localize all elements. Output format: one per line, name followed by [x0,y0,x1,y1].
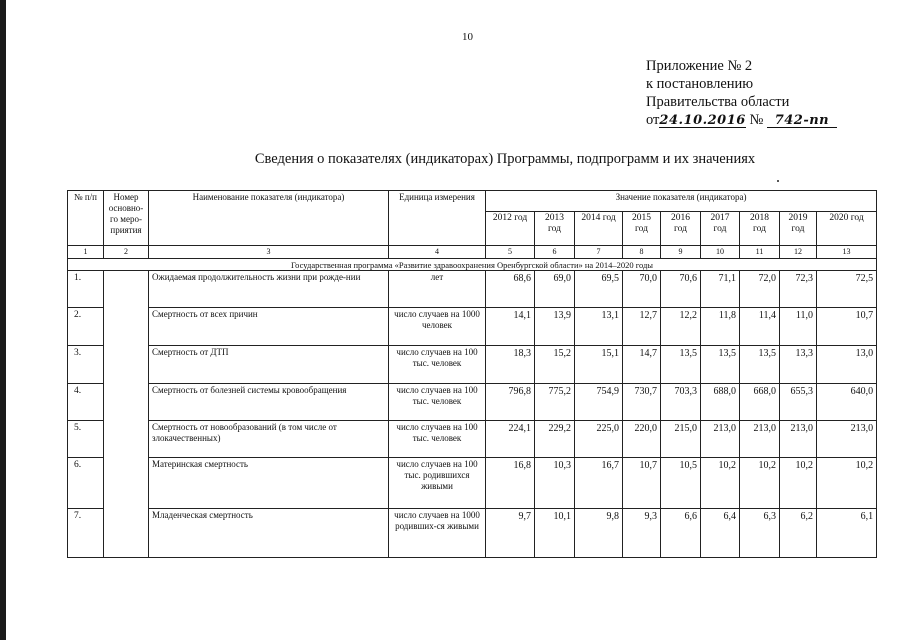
indicator-name: Младенческая смертность [149,509,389,558]
column-number: 1 [68,246,104,259]
column-numbers-row [68,246,877,259]
indicator-value: 14,7 [623,346,661,384]
indicator-value: 10,7 [817,308,877,346]
indicator-value: 213,0 [740,421,780,458]
indicator-value: 640,0 [817,384,877,421]
indicator-value: 796,8 [486,384,535,421]
indicator-value: 68,6 [486,271,535,308]
indicator-unit: число случаев на 100 тыс. родившихся живыми [389,458,486,509]
indicator-value: 13,5 [701,346,740,384]
indicator-value: 13,5 [740,346,780,384]
indicator-value: 10,3 [535,458,575,509]
document-title: Сведения о показателях (индикаторах) Программы, подпрограмм и их значениях [254,151,756,167]
indicator-unit: число случаев на 100 тыс. человек [389,384,486,421]
indicator-name: Смертность от ДТП [149,346,389,384]
indicator-value: 14,1 [486,308,535,346]
header-unit: Единица измерения [389,191,486,246]
column-number: 11 [740,246,780,259]
column-number: 3 [149,246,389,259]
indicator-value: 10,2 [817,458,877,509]
year-header: 2020 год [817,212,877,246]
program-title: Государственная программа «Развитие здравоохранения Оренбургской области» на 2014–2020 годы [68,259,877,271]
indicator-value: 10,7 [623,458,661,509]
header-row-1 [68,191,877,212]
indicator-value: 730,7 [623,384,661,421]
indicator-value: 13,5 [661,346,701,384]
indicator-value: 703,3 [661,384,701,421]
row-number: 1. [68,271,104,308]
indicator-value: 18,3 [486,346,535,384]
row-number: 6. [68,458,104,509]
indicator-value: 11,4 [740,308,780,346]
indicator-value: 13,9 [535,308,575,346]
table-body [68,191,877,558]
indicator-value: 224,1 [486,421,535,458]
indicator-value: 12,2 [661,308,701,346]
row-number: 7. [68,509,104,558]
date-prefix: от [646,112,660,128]
header-indicator-name: Наименование показателя (индикатора) [149,191,389,246]
table-row [68,308,877,346]
indicator-value: 72,5 [817,271,877,308]
indicator-value: 11,0 [780,308,817,346]
indicator-value: 16,7 [575,458,623,509]
indicator-name: Ожидаемая продолжительность жизни при рожде-нии [149,271,389,308]
column-number: 5 [486,246,535,259]
indicator-name: Смертность от новообразований (в том числе от злокачественных) [149,421,389,458]
row-number: 5. [68,421,104,458]
indicator-unit: лет [389,271,486,308]
year-header: 2016 год [661,212,701,246]
indicator-value: 72,3 [780,271,817,308]
row-number: 2. [68,308,104,346]
header-measure-number: Номер основно-го меро-приятия [104,191,149,246]
indicator-name: Смертность от всех причин [149,308,389,346]
indicator-value: 220,0 [623,421,661,458]
column-number: 9 [661,246,701,259]
year-header: 2012 год [486,212,535,246]
indicator-value: 13,0 [817,346,877,384]
indicator-name: Материнская смертность [149,458,389,509]
decree-date: 24.10.2016 [659,113,746,128]
program-title-row [68,259,877,271]
column-number: 7 [575,246,623,259]
indicator-unit: число случаев на 1000 человек [389,308,486,346]
indicator-value: 213,0 [701,421,740,458]
column-number: 2 [104,246,149,259]
indicator-value: 10,5 [661,458,701,509]
indicator-value: 6,3 [740,509,780,558]
table-row [68,458,877,509]
indicator-name: Смертность от болезней системы кровообращения [149,384,389,421]
indicator-value: 6,1 [817,509,877,558]
indicator-value: 72,0 [740,271,780,308]
indicator-value: 10,1 [535,509,575,558]
column-number: 10 [701,246,740,259]
column-number: 12 [780,246,817,259]
indicator-value: 775,2 [535,384,575,421]
indicator-value: 10,2 [740,458,780,509]
decree-number: 742-пп [767,114,837,128]
indicator-value: 69,0 [535,271,575,308]
indicator-value: 12,7 [623,308,661,346]
year-header: 2019 год [780,212,817,246]
table-row [68,421,877,458]
indicator-value: 16,8 [486,458,535,509]
scan-dot [777,180,779,182]
row-number: 3. [68,346,104,384]
indicator-value: 15,1 [575,346,623,384]
indicator-unit: число случаев на 1000 родивших-ся живыми [389,509,486,558]
indicator-value: 13,3 [780,346,817,384]
indicator-value: 9,3 [623,509,661,558]
table-row [68,384,877,421]
scan-left-edge [0,0,6,640]
table-row [68,509,877,558]
header-values: Значение показателя (индикатора) [486,191,877,212]
measure-number-cell [104,271,149,558]
indicator-value: 13,1 [575,308,623,346]
indicator-value: 6,2 [780,509,817,558]
year-header: 2015 год [623,212,661,246]
row-number: 4. [68,384,104,421]
indicator-value: 225,0 [575,421,623,458]
indicator-value: 229,2 [535,421,575,458]
indicator-unit: число случаев на 100 тыс. человек [389,421,486,458]
indicator-value: 213,0 [817,421,877,458]
indicator-value: 71,1 [701,271,740,308]
indicator-value: 754,9 [575,384,623,421]
column-number: 8 [623,246,661,259]
indicator-value: 9,8 [575,509,623,558]
indicator-value: 668,0 [740,384,780,421]
indicator-value: 215,0 [661,421,701,458]
number-prefix: № [749,112,764,128]
indicator-value: 11,8 [701,308,740,346]
appendix-line-2: к постановлению [646,76,754,92]
table-row [68,346,877,384]
indicator-value: 70,0 [623,271,661,308]
year-header: 2014 год [575,212,623,246]
indicator-value: 6,4 [701,509,740,558]
year-header: 2013 год [535,212,575,246]
indicators-table [67,190,877,558]
indicator-unit: число случаев на 100 тыс. человек [389,346,486,384]
indicator-value: 70,6 [661,271,701,308]
appendix-line-3: Правительства области [646,94,790,110]
column-number: 13 [817,246,877,259]
header-num: № п/п [68,191,104,246]
indicator-value: 10,2 [701,458,740,509]
indicator-value: 10,2 [780,458,817,509]
appendix-block [646,57,837,129]
indicator-value: 688,0 [701,384,740,421]
column-number: 6 [535,246,575,259]
indicator-value: 69,5 [575,271,623,308]
year-header: 2017 год [701,212,740,246]
column-number: 4 [389,246,486,259]
indicator-value: 6,6 [661,509,701,558]
page-number: 10 [462,31,473,43]
indicator-value: 655,3 [780,384,817,421]
indicator-value: 213,0 [780,421,817,458]
appendix-line-1: Приложение № 2 [646,58,753,74]
table-row [68,271,877,308]
indicator-value: 15,2 [535,346,575,384]
year-header: 2018 год [740,212,780,246]
appendix-date-line [646,111,837,129]
indicator-value: 9,7 [486,509,535,558]
